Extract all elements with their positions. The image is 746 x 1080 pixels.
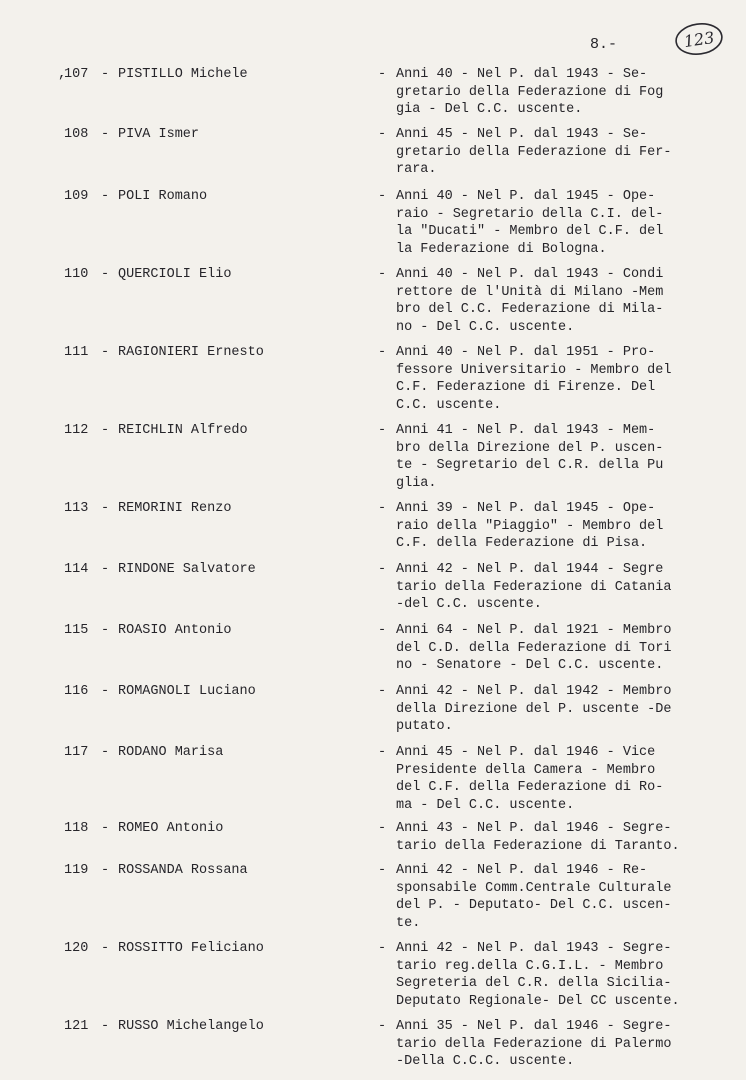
entry-number: 118 (64, 821, 89, 836)
description-line: tario reg.della C.G.I.L. - Membro (396, 958, 664, 974)
description-line: putato. (396, 719, 453, 734)
separator-dash: - (378, 821, 387, 836)
separator-dash: - (101, 745, 110, 760)
entry-number: 120 (64, 941, 89, 956)
separator-dash: - (101, 941, 110, 956)
description-line: bro del C.C. Federazione di Mila- (396, 302, 664, 317)
entry-number: 110 (64, 267, 89, 282)
description-line: C.C. uscente. (396, 397, 502, 413)
entry-description (396, 344, 726, 414)
entry-name: PISTILLO Michele (118, 67, 248, 82)
entry-description (396, 126, 726, 179)
separator-dash: - (378, 562, 387, 577)
description-line: bro della Direzione del P. uscen- (396, 440, 664, 456)
description-line: gia - Del C.C. uscente. (396, 102, 583, 117)
description-line: Anni 39 - Nel P. dal 1945 - Ope- (396, 501, 656, 516)
entry-number: 121 (64, 1019, 89, 1034)
separator-dash: - (378, 423, 387, 438)
entry-description (396, 940, 726, 1010)
page-number: 8.- (590, 36, 618, 53)
description-line: Anni 35 - Nel P. dal 1946 - Segre- (396, 1019, 672, 1034)
separator-dash: - (101, 423, 110, 438)
entry-number: 114 (64, 562, 89, 577)
separator-dash: - (378, 1019, 387, 1034)
description-line: raio - Segretario della C.I. del- (396, 206, 664, 222)
margin-mark: , (58, 66, 67, 82)
separator-dash: - (378, 67, 387, 82)
separator-dash: - (378, 501, 387, 516)
description-line: Anni 40 - Nel P. dal 1951 - Pro- (396, 345, 656, 360)
description-line: Anni 42 - Nel P. dal 1943 - Segre- (396, 941, 672, 956)
entry-number: 108 (64, 127, 89, 142)
description-line: te. (396, 915, 421, 931)
separator-dash: - (101, 501, 110, 516)
separator-dash: - (101, 67, 110, 82)
description-line: della Direzione del P. uscente -De (396, 701, 672, 717)
description-line: glia. (396, 475, 437, 491)
entry-name: RINDONE Salvatore (118, 562, 256, 577)
entry-description (396, 1018, 726, 1071)
entry-number: 115 (64, 623, 89, 638)
separator-dash: - (378, 127, 387, 142)
entry-number: 112 (64, 423, 89, 438)
separator-dash: - (378, 863, 387, 878)
description-line: Anni 40 - Nel P. dal 1943 - Condi (396, 267, 664, 282)
entry-name: ROASIO Antonio (118, 623, 232, 638)
entry-number: 113 (64, 501, 89, 516)
entry-name: ROMAGNOLI Luciano (118, 684, 256, 699)
entry-name: RAGIONIERI Ernesto (118, 345, 264, 360)
entry-name: ROMEO Antonio (118, 821, 224, 836)
separator-dash: - (101, 345, 110, 360)
description-line: rettore de l'Unità di Milano -Mem (396, 284, 664, 300)
entry-name: POLI Romano (118, 189, 208, 204)
description-line: la "Ducati" - Membro del C.F. del (396, 224, 664, 239)
description-line: Deputato Regionale- Del CC uscente. (396, 993, 680, 1009)
description-line: Anni 41 - Nel P. dal 1943 - Mem- (396, 423, 656, 438)
description-line: Anni 64 - Nel P. dal 1921 - Membro (396, 623, 672, 638)
description-line: Anni 42 - Nel P. dal 1942 - Membro (396, 684, 672, 699)
entry-name: QUERCIOLI Elio (118, 267, 232, 282)
separator-dash: - (378, 684, 387, 699)
separator-dash: - (101, 821, 110, 836)
separator-dash: - (101, 189, 110, 204)
description-line: tario della Federazione di Taranto. (396, 838, 680, 854)
entry-name: PIVA Ismer (118, 127, 200, 142)
entry-description (396, 500, 726, 553)
entry-description (396, 683, 726, 736)
entry-number: 117 (64, 745, 89, 760)
entry-description (396, 422, 726, 492)
separator-dash: - (101, 623, 110, 638)
description-line: del P. - Deputato- Del C.C. uscen- (396, 898, 672, 913)
entry-number: 116 (64, 684, 89, 699)
separator-dash: - (101, 1019, 110, 1034)
entry-name: REICHLIN Alfredo (118, 423, 248, 438)
entry-description (396, 66, 726, 119)
description-line: sponsabile Comm.Centrale Culturale (396, 880, 672, 896)
description-line: no - Senatore - Del C.C. uscente. (396, 658, 664, 673)
entry-number: 111 (64, 345, 89, 360)
entry-description (396, 820, 726, 855)
entry-description (396, 744, 726, 814)
separator-dash: - (378, 189, 387, 204)
entry-description (396, 622, 726, 675)
entry-description (396, 862, 726, 932)
description-line: rara. (396, 162, 437, 177)
description-line: Anni 42 - Nel P. dal 1944 - Segre (396, 562, 664, 577)
description-line: Presidente della Camera - Membro (396, 762, 656, 778)
description-line: Anni 45 - Nel P. dal 1946 - Vice (396, 745, 656, 760)
separator-dash: - (101, 684, 110, 699)
separator-dash: - (378, 941, 387, 956)
description-line: C.F. Federazione di Firenze. Del (396, 380, 656, 395)
description-line: Anni 40 - Nel P. dal 1943 - Se- (396, 67, 648, 82)
description-line: Segreteria del C.R. della Sicilia- (396, 976, 672, 991)
entry-number: 119 (64, 863, 89, 878)
description-line: raio della "Piaggio" - Membro del (396, 518, 664, 534)
description-line: del C.D. della Federazione di Tori (396, 640, 672, 656)
separator-dash: - (101, 127, 110, 142)
entry-number: 107 (64, 67, 89, 82)
description-line: -Della C.C.C. uscente. (396, 1054, 575, 1069)
separator-dash: - (378, 623, 387, 638)
entry-name: ROSSITTO Feliciano (118, 941, 264, 956)
description-line: Anni 42 - Nel P. dal 1946 - Re- (396, 863, 648, 878)
entry-name: RUSSO Michelangelo (118, 1019, 264, 1034)
description-line: te - Segretario del C.R. della Pu (396, 458, 664, 473)
description-line: Anni 43 - Nel P. dal 1946 - Segre- (396, 821, 672, 836)
separator-dash: - (101, 267, 110, 282)
description-line: Anni 40 - Nel P. dal 1945 - Ope- (396, 189, 656, 204)
separator-dash: - (378, 267, 387, 282)
description-line: -del C.C. uscente. (396, 597, 542, 612)
stamp-number: 123 (682, 27, 716, 51)
separator-dash: - (101, 863, 110, 878)
description-line: del C.F. della Federazione di Ro- (396, 780, 664, 795)
description-line: Anni 45 - Nel P. dal 1943 - Se- (396, 127, 648, 142)
entry-number: 109 (64, 189, 89, 204)
entry-description (396, 188, 726, 258)
entry-name: REMORINI Renzo (118, 501, 232, 516)
description-line: la Federazione di Bologna. (396, 241, 607, 257)
entry-description (396, 561, 726, 614)
description-line: no - Del C.C. uscente. (396, 319, 575, 335)
separator-dash: - (378, 345, 387, 360)
description-line: tario della Federazione di Palermo (396, 1036, 672, 1052)
archive-stamp (674, 22, 724, 56)
entry-name: RODANO Marisa (118, 745, 224, 760)
description-line: C.F. della Federazione di Pisa. (396, 536, 648, 551)
entry-name: ROSSANDA Rossana (118, 863, 248, 878)
description-line: ma - Del C.C. uscente. (396, 797, 575, 813)
separator-dash: - (378, 745, 387, 760)
description-line: tario della Federazione di Catania (396, 579, 672, 595)
description-line: gretario della Federazione di Fog (396, 84, 664, 100)
separator-dash: - (101, 562, 110, 577)
description-line: gretario della Federazione di Fer- (396, 144, 672, 160)
entry-description (396, 266, 726, 336)
description-line: fessore Universitario - Membro del (396, 362, 672, 378)
